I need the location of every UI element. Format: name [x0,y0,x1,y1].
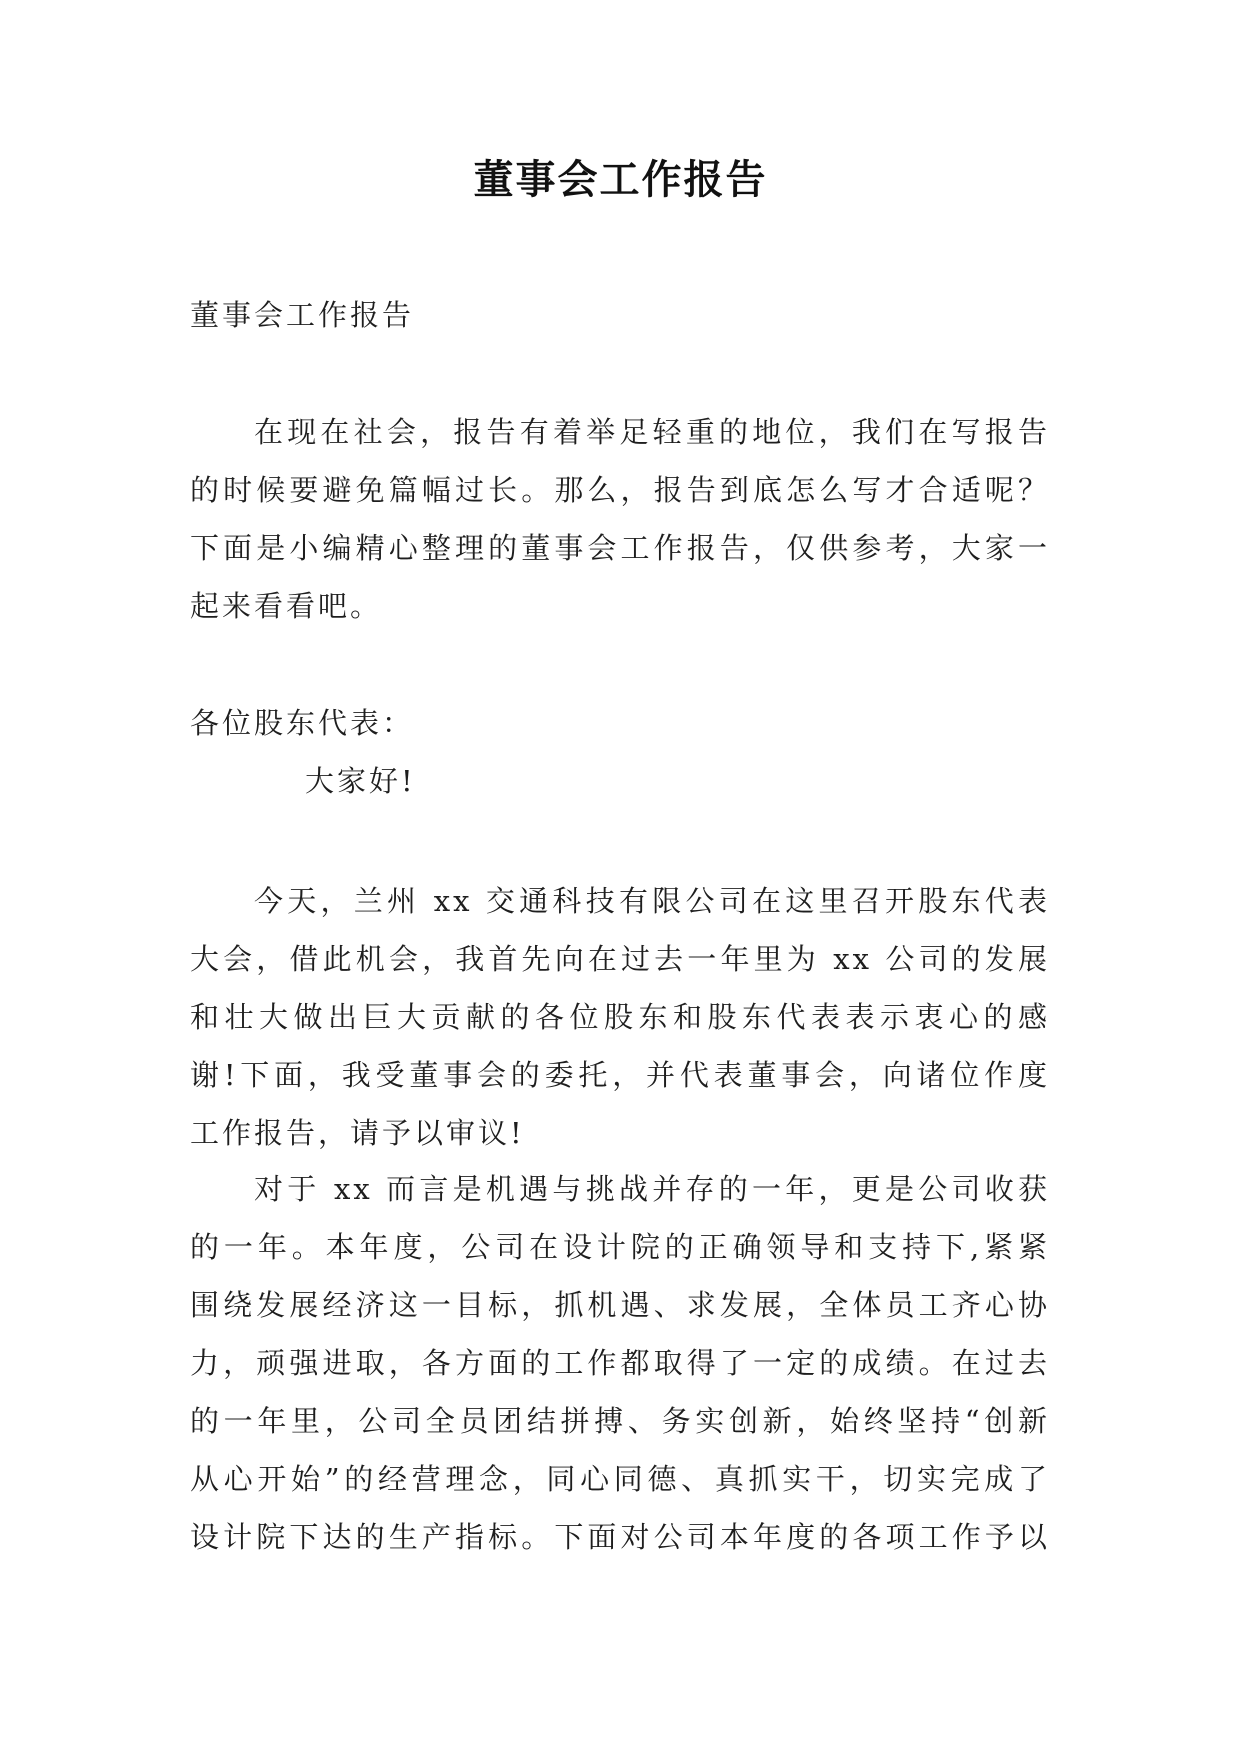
paragraph-line: 的时候要避免篇幅过长。那么，报告到底怎么写才合适呢？ [190,473,1050,507]
greeting: 大家好! [305,764,416,798]
salutation [190,694,1050,752]
document-subtitle [190,286,1050,344]
paragraph-line: 围绕发展经济这一目标，抓机遇、求发展，全体员工齐心协 [190,1288,1050,1322]
paragraph-line: 在现在社会，报告有着举足轻重的地位，我们在写报告 [254,415,1050,449]
paragraph-line: 起来看看吧。 [190,589,383,623]
document-title: 董事会工作报告 [473,156,768,203]
paragraph-line: 大会，借此机会，我首先向在过去一年里为 xx 公司的发展 [190,942,1050,976]
subtitle-line: 董事会工作报告 [190,298,415,332]
paragraph-line: 的一年。本年度，公司在设计院的正确领导和支持下,紧紧 [190,1230,1050,1264]
paragraph-line: 今天，兰州 xx 交通科技有限公司在这里召开股东代表 [254,884,1050,918]
paragraph-line: 下面是小编精心整理的董事会工作报告，仅供参考，大家一 [190,531,1050,565]
opening-paragraph [190,872,1050,1162]
paragraph-line: 设计院下达的生产指标。下面对公司本年度的各项工作予以 [190,1520,1050,1554]
paragraph-line: 力，顽强进取，各方面的工作都取得了一定的成绩。在过去 [190,1346,1050,1380]
paragraph-line: 从心开始”的经营理念，同心同德、真抓实干，切实完成了 [190,1462,1050,1496]
salutation-line: 各位股东代表： [190,706,415,740]
paragraph-line: 谢!下面，我受董事会的委托，并代表董事会，向诸位作度 [190,1058,1050,1092]
paragraph-line: 的一年里，公司全员团结拼搏、务实创新，始终坚持“创新 [190,1404,1050,1438]
review-paragraph [190,1160,1050,1566]
paragraph-line: 和壮大做出巨大贡献的各位股东和股东代表表示衷心的感 [190,1000,1050,1034]
paragraph-line: 工作报告，请予以审议! [190,1116,525,1150]
intro-paragraph [190,403,1050,635]
paragraph-line: 对于 xx 而言是机遇与挑战并存的一年，更是公司收获 [254,1172,1050,1206]
